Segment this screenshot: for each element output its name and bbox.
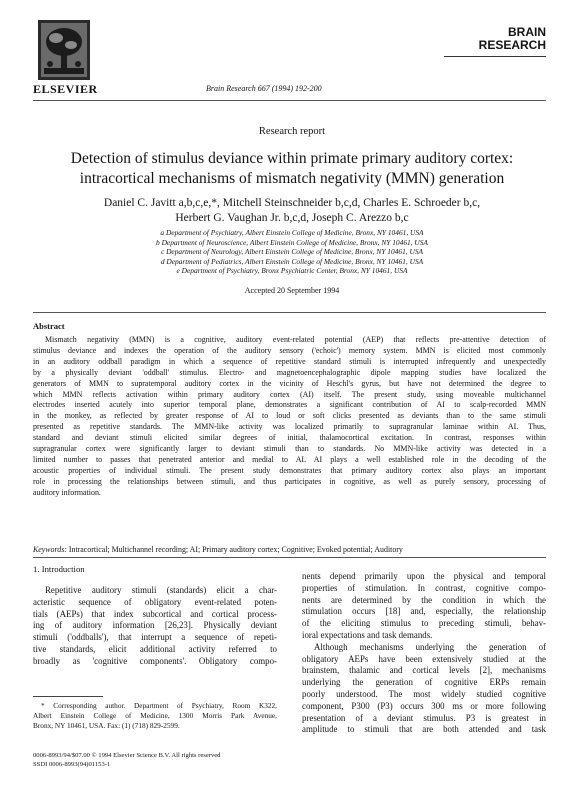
body-line: nents depend primarily upon the physical and temporal — [302, 571, 546, 581]
body-line: tials (AEPs) that index subcortical and cortical process- — [33, 608, 277, 619]
keywords-text: Intracortical; Multichannel recording; AI; Primary auditory cortex; Cognitive; Evoked potential; Auditory — [68, 545, 403, 554]
abstract-line: acoustic properties of individual stimuli. The present study demonstrates that primary auditory cortex also plays an important — [33, 465, 546, 475]
author-list — [30, 196, 554, 226]
body-line: brainstem, thalamic and cortical levels [2], mechanisms — [302, 665, 546, 676]
journal-name-line1: BRAIN — [508, 25, 546, 39]
journal-name-rule — [444, 56, 546, 57]
body-line: Although mechanisms underlying the generation of — [314, 641, 546, 652]
abstract-body — [33, 335, 546, 499]
abstract-line: standard and deviant stimuli elicited similar degrees of initial, thalamocortical excitation. In contrast, responses within — [33, 433, 546, 443]
title-line: intracortical mechanisms of mismatch negativity (MMN) generation — [79, 170, 505, 187]
abstract-line: which MMN reflects activation within primary auditory cortex (AI) itself. The present study, using moveable multichannel — [33, 389, 546, 399]
body-line: amplitude to stimuli that are both attended and task — [302, 724, 546, 735]
affiliation: d Department of Pediatrics, Albert Einstein College of Medicine, Bronx, NY 10461, USA — [160, 256, 424, 266]
header-divider — [33, 100, 546, 101]
keywords — [33, 545, 403, 554]
affiliation-list — [30, 228, 554, 276]
affiliation: b Department of Neuroscience, Albert Einstein College of Medicine, Bronx, NY 10461, USA — [156, 237, 428, 247]
body-line: obligatory AEPs have been extensively studied at the — [302, 653, 546, 664]
body-line: underlying the generation of cognitive ERPs remain — [302, 677, 546, 688]
abstract-top-divider — [33, 312, 546, 313]
affiliation: c Department of Neurology, Albert Einstein College of Medicine, Bronx, NY 10461, USA — [160, 247, 424, 257]
section-heading: 1. Introduction — [33, 564, 85, 574]
body-line: acteristic sequence of obligatory event-related poten- — [33, 596, 277, 607]
abstract-line: stimulus deviance and indexes the operation of the auditory sensory ('echoic') memory system. MMN is elicited most commonly — [33, 345, 546, 355]
abstract-line: by a physically deviant 'oddball' stimulus. Electro- and magnetoencephalographic dipole mapping studies have localized the — [33, 367, 546, 377]
title-line: Detection of stimulus deviance within primate primary auditory cortex: — [70, 150, 514, 167]
left-column-text — [33, 585, 277, 668]
body-line: stimulation occurs [18] and, especially, the relationship — [302, 606, 546, 617]
keywords-label: Keywords: — [33, 545, 67, 554]
abstract-line: supragranular cortex were significantly larger to deviant stimuli than to standards. No MMN-like activity was detected in a — [33, 444, 546, 454]
body-line: poorly understood. The most widely studied cognitive — [302, 688, 546, 699]
body-line: nents are determined by the condition in which the — [302, 594, 546, 605]
journal-name-line2: RESEARCH — [478, 38, 546, 52]
publisher-name: ELSEVIER — [33, 82, 98, 96]
authors-line: Herbert G. Vaughan Jr. b,c,d, Joseph C. Arezzo b,c — [175, 212, 409, 224]
body-line: broadly as 'cognitive components'. Obligatory compo- — [33, 655, 277, 666]
elsevier-tree-logo — [38, 20, 90, 80]
abstract-line: role in processing the relationships between stimuli, and thus participates in cognitive, as well as purely sensory, processing of — [33, 476, 546, 486]
footnote-divider — [33, 696, 103, 697]
article-title — [30, 149, 554, 189]
section-type: Research report — [258, 126, 326, 137]
abstract-bottom-divider — [33, 557, 546, 558]
body-line: component, P300 (P3) occurs 300 ms or more following — [302, 700, 546, 711]
body-line: of the eliciting stimulus to preceding stimuli, behav- — [302, 618, 546, 629]
body-line: stimuli ('oddballs'), that interrupt a sequence of repeti- — [33, 632, 277, 643]
abstract-line: generators of MMN to supratemporal auditory cortex in the vicinity of Heschl's gyrus, but have not determined the degree to — [33, 378, 546, 388]
abstract-line: presented as repetitive standards. The MMN-like activity was localized primarily to supragranular laminae within AI. Thus, — [33, 422, 546, 432]
corresponding-author-footnote — [33, 701, 277, 730]
body-line: ing of auditory information [26,23]. Physically deviant — [33, 620, 277, 631]
body-line: presentation of a deviant stimulus. P3 is greatest in — [302, 712, 546, 723]
abstract-line: Mismatch negativity (MMN) is a cognitive, auditory event-related potential (AEP) that reflects pre-attentive detection of — [45, 335, 546, 344]
journal-citation: Brain Research 667 (1994) 192-200 — [206, 84, 322, 93]
abstract-line: in an auditory oddball paradigm in which a sequence of repetitive standard stimuli is interrupted infrequently and unexpectedly — [33, 356, 546, 366]
affiliation: e Department of Psychiatry, Bronx Psychiatric Center, Bronx, NY 10461, USA — [176, 266, 408, 276]
body-line: Repetitive auditory stimuli (standards) elicit a char- — [45, 585, 277, 595]
abstract-line: limited number to passes that penetrated anterior and medial to AI. AI plays a well established role in the decoding of the — [33, 454, 546, 464]
body-line: tive standards, elicit additional activity referred to — [33, 643, 277, 654]
accepted-date: Accepted 20 September 1994 — [244, 286, 340, 295]
footnote-line: * Corresponding author. Department of Psychiatry, Room K322, — [41, 701, 277, 710]
footnote-line: Albert Einstein College of Medicine, 1300 Morris Park Avenue, — [33, 710, 277, 720]
authors-line: Daniel C. Javitt a,b,c,e,*, Mitchell Steinschneider b,c,d, Charles E. Schroeder b,c, — [103, 197, 481, 209]
abstract-heading: Abstract — [33, 321, 65, 331]
affiliation: a Department of Psychiatry, Albert Einstein College of Medicine, Bronx, NY 10461, USA — [160, 228, 424, 237]
footnote-line: Bronx, NY 10461, USA. Fax: (1) (718) 829-2599. — [33, 720, 180, 730]
abstract-line: electrodes inserted acutely into superior temporal plane, demonstrates a significant contribution of AI to scalp-recorded MMN — [33, 400, 546, 410]
copyright-line: 0006-8993/94/$07.00 © 1994 Elsevier Science B.V. All rights reserved — [33, 752, 221, 759]
abstract-line: auditory information. — [33, 487, 101, 497]
right-column-text — [302, 571, 546, 736]
body-line: properties of stimulation. In contrast, cognitive compo- — [302, 582, 546, 593]
ssdi-line: SSDI 0006-8993(94)01153-1 — [33, 760, 111, 768]
abstract-line: in the monkey, as reflected by greater response of AI to loud or soft clicks presented as deviants than to the same stimuli — [33, 411, 546, 421]
copyright-block — [33, 752, 220, 770]
body-line: ioral expectations and task demands. — [302, 629, 433, 640]
journal-name — [444, 26, 546, 52]
